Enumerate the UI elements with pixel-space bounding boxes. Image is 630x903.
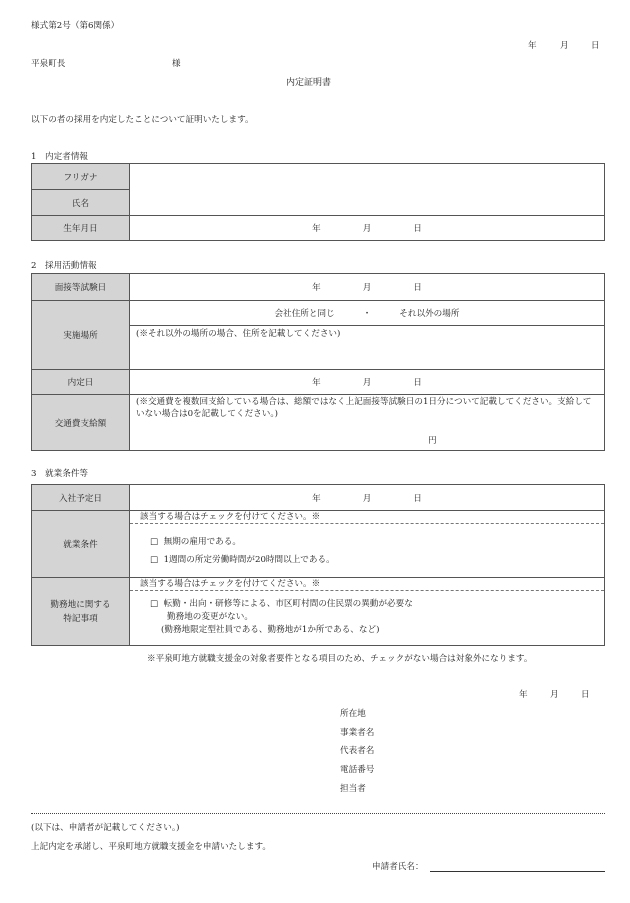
honorific: 様 bbox=[172, 59, 181, 69]
applicant-instruction: (以下は、申請者が記載してください。) bbox=[31, 823, 180, 833]
conditions-label: 就業条件 bbox=[32, 511, 130, 578]
company-year: 年 bbox=[519, 690, 528, 700]
condition-permanent[interactable]: □ 無期の雇用である。 bbox=[150, 537, 241, 547]
header-month: 月 bbox=[560, 41, 569, 51]
conditions-field bbox=[130, 511, 605, 578]
document-title: 内定証明書 bbox=[286, 78, 332, 88]
header-day: 日 bbox=[591, 41, 600, 51]
birthdate-field[interactable]: 年 月 日 bbox=[130, 216, 605, 241]
applicant-statement: 上記内定を承諾し、平泉町地方就職支援金を申請いたします。 bbox=[31, 842, 271, 852]
name-field[interactable] bbox=[130, 164, 605, 216]
representative-label: 代表者名 bbox=[340, 746, 375, 756]
birthdate-label: 生年月日 bbox=[32, 216, 130, 241]
location-option-same[interactable]: 会社住所と同じ bbox=[274, 309, 335, 319]
name-label: 氏名 bbox=[32, 190, 130, 216]
company-month: 月 bbox=[550, 690, 559, 700]
phone-label: 電話番号 bbox=[340, 765, 375, 775]
checkbox-icon[interactable]: □ bbox=[150, 599, 159, 609]
offer-date-label: 内定日 bbox=[32, 370, 130, 395]
applicant-name-field[interactable] bbox=[430, 859, 605, 872]
yen-unit: 円 bbox=[428, 436, 437, 446]
workplace-label: 勤務地に関する 特記事項 bbox=[32, 578, 130, 646]
recruitment-info-table bbox=[31, 273, 605, 451]
workplace-field bbox=[130, 578, 605, 646]
addressee: 平泉町長 bbox=[31, 59, 66, 69]
furigana-label: フリガナ bbox=[32, 164, 130, 190]
start-date-field[interactable]: 年 月 日 bbox=[130, 485, 605, 511]
location-option-other[interactable]: それ以外の場所 bbox=[399, 309, 460, 319]
condition-workplace[interactable]: □ 転勤・出向・研修等による、市区町村間の住民票の異動が必要な 勤務地の変更がない。 (勤務地限定型社員である、勤務地が1か所である、など) bbox=[150, 599, 413, 635]
divider bbox=[31, 813, 605, 814]
employment-conditions-table bbox=[31, 484, 605, 646]
location-field[interactable]: 会社住所と同じ ・ それ以外の場所 (※それ以外の場所の場合、住所を記載してください) bbox=[130, 301, 605, 370]
offer-date-field[interactable]: 年 月 日 bbox=[130, 370, 605, 395]
contact-label: 担当者 bbox=[340, 784, 366, 794]
company-day: 日 bbox=[581, 690, 590, 700]
header-year: 年 bbox=[528, 41, 537, 51]
condition-hours[interactable]: □ 1週間の所定労働時間が20時間以上である。 bbox=[150, 555, 335, 565]
conditions-instruction: 該当する場合はチェックを付けてください。※ bbox=[130, 511, 604, 524]
address-label: 所在地 bbox=[340, 709, 366, 719]
workplace-instruction: 該当する場合はチェックを付けてください。※ bbox=[130, 578, 604, 591]
form-number: 様式第2号（第6関係） bbox=[31, 21, 120, 31]
applicant-info-table bbox=[31, 163, 605, 241]
section3-heading: 3 就業条件等 bbox=[31, 469, 89, 479]
checkbox-icon[interactable]: □ bbox=[150, 537, 159, 547]
intro-text: 以下の者の採用を内定したことについて証明いたします。 bbox=[31, 115, 254, 125]
business-name-label: 事業者名 bbox=[340, 728, 375, 738]
footnote: ※平泉町地方就職支援金の対象者要件となる項目のため、チェックがない場合は対象外になります。 bbox=[147, 654, 533, 664]
transport-note: (※交通費を複数回支給している場合は、総額ではなく上記面接等試験日の1日分について記載してください。支給していない場合は0を記載してください。) bbox=[136, 397, 592, 419]
location-label: 実施場所 bbox=[32, 301, 130, 370]
section2-heading: 2 採用活動情報 bbox=[31, 261, 97, 271]
interview-date-label: 面接等試験日 bbox=[32, 274, 130, 301]
checkbox-icon[interactable]: □ bbox=[150, 555, 159, 565]
interview-date-field[interactable]: 年 月 日 bbox=[130, 274, 605, 301]
applicant-name-label: 申請者氏名： bbox=[372, 862, 424, 872]
start-date-label: 入社予定日 bbox=[32, 485, 130, 511]
transport-field[interactable] bbox=[130, 395, 605, 451]
transport-label: 交通費支給額 bbox=[32, 395, 130, 451]
section1-heading: 1 内定者情報 bbox=[31, 152, 89, 162]
location-note: (※それ以外の場所の場合、住所を記載してください) bbox=[130, 325, 604, 340]
